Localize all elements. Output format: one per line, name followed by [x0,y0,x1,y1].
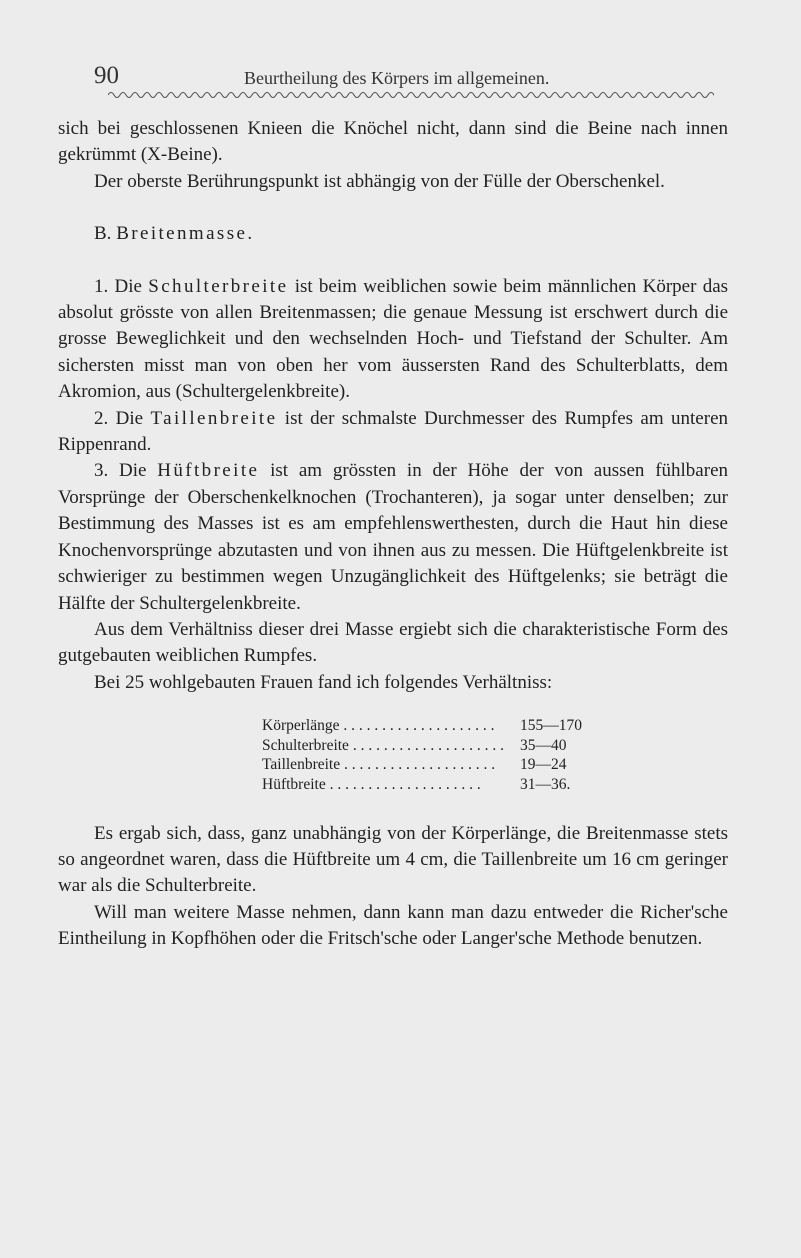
item-text: ist am grössten in der Höhe der von aussen fühlbaren Vorsprünge der Oberschenkelknochen (Trochanteren), ja sogar unter denselben; zur Bestimmung des Masses ist es am empfehlenswerthesten, durch die Haut hin diese Knochenvorsprünge abzutasten und von ihnen aus zu messen. Die Hüftgelenkbreite ist schwieriger zu bestimmen wegen Unzugänglichkeit des Hüftgelenks; sie beträgt die Hälfte der Schultergelenkbreite. [58,460,729,614]
term-taillenbreite: Taillenbreite [150,407,278,429]
section-title: Breitenmasse. [116,223,255,245]
measurement-table [262,716,728,794]
item-text: ist der schmalste Durchmesser des Rumpfes am unteren Rippenrand. [58,407,729,456]
row-label: Taillenbreite . . . [262,755,520,775]
table-row [262,736,728,756]
paragraph: Der oberste Berührungspunkt ist abhängig von der Fülle der Oberschenkel. [94,170,665,192]
row-label: Körperlänge . . . [262,716,520,736]
table-row [262,755,728,775]
paragraph: Es ergab sich, dass, ganz unabhängig von der Körperlänge, die Breitenmasse stets so angeordnet waren, dass die Hüftbreite um 4 cm, die Taillenbreite um 16 cm geringer war als die Schulterbreite. [58,822,728,897]
paragraph [58,274,728,406]
paragraph: Bei 25 wohlgebauten Frauen fand ich folgendes Verhältniss: [94,671,553,693]
table-row [262,775,728,795]
paragraph [58,458,728,616]
item-number: 1. Die [94,275,142,297]
item-number: 3. Die [94,460,147,482]
row-value: 19—24 [520,756,567,774]
page-number: 90 [94,62,119,89]
item-number: 2. Die [94,407,144,429]
section-heading [58,221,728,247]
row-value: 155—170 [520,717,582,735]
item-text: ist beim weiblichen sowie beim männlichen Körper das absolut grösste von allen Breitenmassen; die genaue Messung ist erschwert durch die grosse Beweglichkeit und den wechselnden Hoch- und Tiefstand der Schulter. Am sichersten misst man von oben her vom äussersten Rand des Schulterblatts, dem Akromion, aus (Schultergelenkbreite). [58,275,729,403]
row-value: 31—36. [520,775,571,793]
page-header [94,62,714,102]
paragraph [58,406,728,459]
paragraph: Will man weitere Masse nehmen, dann kann man dazu entweder die Richer'sche Eintheilung in Kopfhöhen oder die Fritsch'sche oder Langer'sche Methode benutzen. [58,901,728,950]
paragraph: sich bei geschlossenen Knieen die Knöchel nicht, dann sind die Beine nach innen gekrümmt (X-Beine). [58,118,728,166]
row-value: 35—40 [520,736,567,754]
term-hueftbreite: Hüftbreite [157,460,260,482]
running-head: Beurtheilung des Körpers im allgemeinen. [244,68,550,88]
term-schulterbreite: Schulterbreite [148,275,289,297]
wavy-rule [108,88,714,102]
paragraph: Aus dem Verhältniss dieser drei Masse ergiebt sich die charakteristische Form des gutgebauten weiblichen Rumpfes. [58,618,728,667]
row-label: Schulterbreite . . . [262,736,520,756]
section-letter: B. [94,223,112,245]
body-text [58,116,728,953]
table-row [262,716,728,736]
row-label: Hüftbreite . . . [262,775,520,795]
